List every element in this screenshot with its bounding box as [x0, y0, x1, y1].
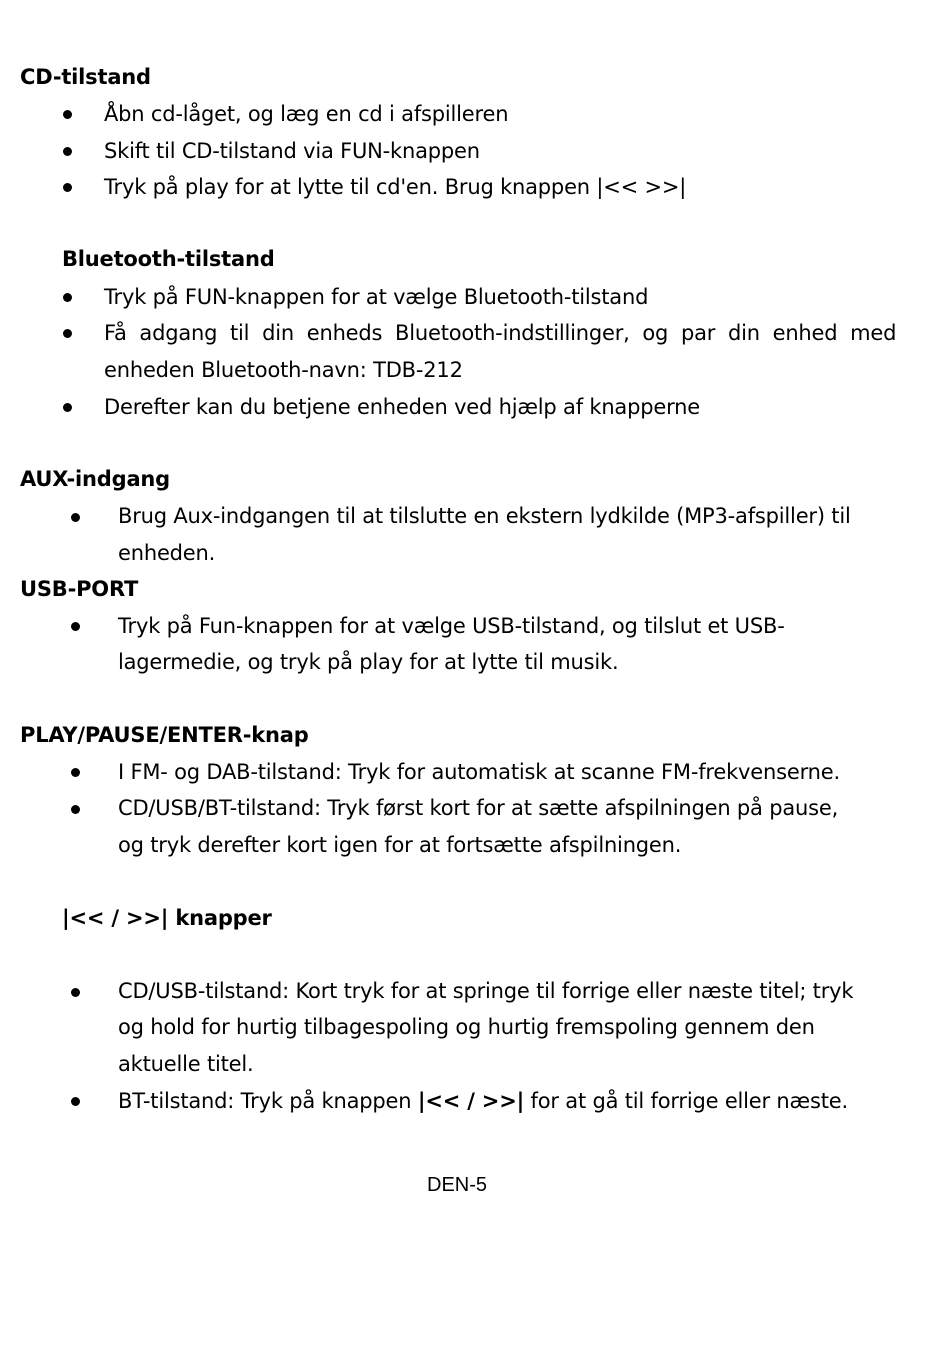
usb-instruction-line1: Tryk på Fun-knappen for at vælge USB-tilstand, og tilslut et USB-	[118, 614, 785, 638]
skip-instruction-cd-usb-line2: og hold for hurtig tilbagespoling og hurtig fremspoling gennem den	[118, 1015, 815, 1039]
bullet-icon	[63, 183, 72, 192]
bullet-icon	[63, 110, 72, 119]
bullet-icon	[71, 513, 80, 522]
bluetooth-instruction-pair-line2: enheden Bluetooth-navn: TDB-212	[104, 358, 463, 382]
bullet-icon	[63, 329, 72, 338]
skip-instruction-bt-button-label: |<< / >>|	[417, 1089, 525, 1113]
skip-instruction-bt	[118, 1087, 848, 1115]
bullet-icon	[71, 988, 80, 997]
cd-instruction-switch-mode: Skift til CD-tilstand via FUN-knappen	[104, 139, 480, 163]
bullet-icon	[63, 147, 72, 156]
usb-port-heading: USB-PORT	[20, 577, 139, 601]
bullet-icon	[71, 805, 80, 814]
usb-instruction-line2: lagermedie, og tryk på play for at lytte til musik.	[118, 650, 619, 674]
skip-instruction-cd-usb-line1: CD/USB-tilstand: Kort tryk for at springe til forrige eller næste titel; tryk	[118, 979, 854, 1003]
bluetooth-instruction-operate: Derefter kan du betjene enheden ved hjælp af knapperne	[104, 395, 700, 419]
bluetooth-instruction-pair-line1: Få adgang til din enheds Bluetooth-indstillinger, og par din enhed med	[104, 321, 897, 345]
play-instruction-fm-dab: I FM- og DAB-tilstand: Tryk for automatisk at scanne FM-frekvenserne.	[118, 760, 840, 784]
skip-instruction-bt-suffix: for at gå til forrige eller næste.	[524, 1089, 848, 1113]
skip-instruction-bt-prefix: BT-tilstand: Tryk på knappen	[118, 1089, 418, 1113]
play-instruction-cd-usb-bt-line1: CD/USB/BT-tilstand: Tryk først kort for at sætte afspilningen på pause,	[118, 796, 839, 820]
cd-instruction-play: Tryk på play for at lytte til cd'en. Brug knappen |<< >>|	[104, 175, 687, 199]
aux-instruction-line1: Brug Aux-indgangen til at tilslutte en ekstern lydkilde (MP3-afspiller) til	[118, 504, 851, 528]
bluetooth-instruction-select-mode: Tryk på FUN-knappen for at vælge Bluetooth-tilstand	[104, 285, 649, 309]
bullet-icon	[71, 622, 80, 631]
play-pause-enter-heading: PLAY/PAUSE/ENTER-knap	[20, 723, 309, 747]
bullet-icon	[63, 403, 72, 412]
bluetooth-mode-heading: Bluetooth-tilstand	[62, 247, 275, 271]
skip-buttons-heading: |<< / >>| knapper	[62, 906, 272, 930]
cd-mode-heading: CD-tilstand	[20, 65, 151, 89]
skip-instruction-cd-usb-line3: aktuelle titel.	[118, 1052, 254, 1076]
bullet-icon	[71, 1097, 80, 1106]
play-instruction-cd-usb-bt-line2: og tryk derefter kort igen for at fortsætte afspilningen.	[118, 833, 682, 857]
page-number: DEN-5	[427, 1174, 488, 1196]
cd-instruction-open-lid: Åbn cd-låget, og læg en cd i afspilleren	[104, 102, 509, 126]
bullet-icon	[71, 768, 80, 777]
aux-input-heading: AUX-indgang	[20, 467, 171, 491]
aux-instruction-line2: enheden.	[118, 541, 216, 565]
bullet-icon	[63, 293, 72, 302]
